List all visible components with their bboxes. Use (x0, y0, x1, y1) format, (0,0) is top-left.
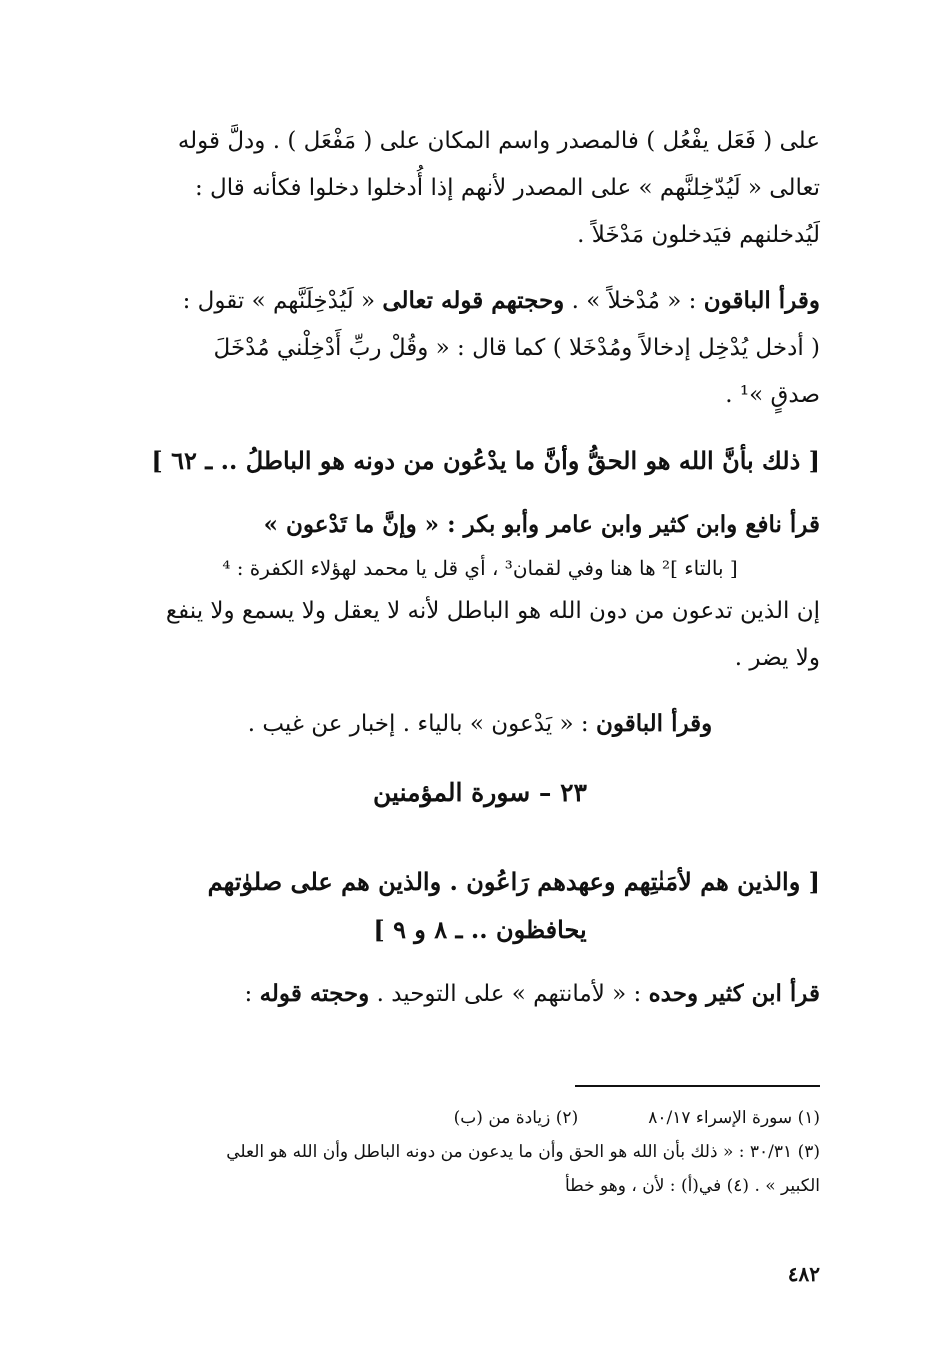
text-line: على ( فَعَل يفْعُل ) فالمصدر واسم المكان على ( مَفْعَل ) . ودلَّ قوله (177, 128, 820, 154)
quran-verse-2 (140, 858, 820, 954)
quran-verse-1: [ ذلك بأنَّ الله هو الحقُّ وأنَّ ما يدْعُون من دونه هو الباطلُ .. ـ ٦٢ ] (151, 446, 820, 475)
paragraph-3 (140, 501, 820, 682)
text-span: : (244, 981, 260, 1007)
reader-lead: قرأ ابن كثير وحده (648, 980, 820, 1007)
footnote-3-cont: الكبير » . (٤) في(أ) : لأن ، وهو خطأ (564, 1176, 820, 1196)
argument-lead: وحجتهم قوله تعالى (382, 287, 565, 314)
text-span: : « مُدْخلاً » . (564, 288, 704, 314)
text-span: : « لأمانتهم » على التوحيد . (369, 981, 649, 1007)
text-line: [ والذين هم لأمَنٰتِهم وعهدهم رَاعُون . والذين هم على صلوٰتهم (207, 867, 820, 896)
argument-lead: وحجته قوله (259, 980, 370, 1007)
reader-lead: وقرأ الباقون (595, 710, 713, 737)
paragraph-2 (140, 277, 820, 419)
text-line (140, 277, 820, 325)
text-span: « لَيُدْخِلَنَّهم » تقول : (182, 288, 383, 314)
text-line: صدقٍ »¹ . (725, 382, 820, 408)
page-number: ٤٨٢ (787, 1262, 820, 1286)
text-line: ولا يضر . (734, 645, 820, 671)
page-body (140, 118, 820, 1036)
text-line: يحافظون .. ـ ٨ و ٩ ] (373, 915, 587, 944)
footnote-divider (575, 1085, 820, 1087)
text-line: قرأ نافع وابن كثير وابن عامر وأبو بكر : « وإنَّ ما تَدْعون » (263, 511, 820, 538)
footnotes (140, 1085, 820, 1203)
text-line: ( أدخل يُدْخِل إدخالاً ومُدْخَلا ) كما قال : « وقُلْ ربِّ أَدْخِلْني مُدْخَلَ (213, 335, 820, 361)
reader-lead: وقرأ الباقون (703, 287, 820, 314)
text-span: : « يَدْعون » بالياء . إخبار عن غيب . (247, 711, 596, 737)
text-line: تعالى « لَيُدّخِلنَّهم » على المصدر لأنهم إذا أُدخلوا دخلوا فكأنه قال : (194, 175, 820, 201)
surah-heading: ٢٣ – سورة المؤمنين (373, 778, 587, 807)
footnote-row (140, 1101, 820, 1135)
paragraph-4 (140, 700, 820, 748)
text-line: [ بالتاء ]² ها هنا وفي لقمان³ ، أي قل يا محمد لهؤلاء الكفرة : ⁴ (222, 556, 738, 580)
footnote-2: (٢) زيادة من (ب) (453, 1108, 579, 1128)
footnote-1: (١) سورة الإسراء ٨٠/١٧ (648, 1108, 820, 1128)
footnote-3: (٣) ٣٠/٣١ : « ذلك بأن الله هو الحق وأن ما يدعون من دونه الباطل وأن الله هو العلي (226, 1142, 820, 1162)
paragraph-1 (140, 118, 820, 259)
text-line: إن الذين تدعون من دون الله هو الباطل لأنه لا يعقل ولا يسمع ولا ينفع (165, 598, 820, 624)
text-line: لَيُدخلنهم فيَدخلون مَدْخَلاً . (577, 222, 820, 248)
paragraph-5 (140, 970, 820, 1018)
